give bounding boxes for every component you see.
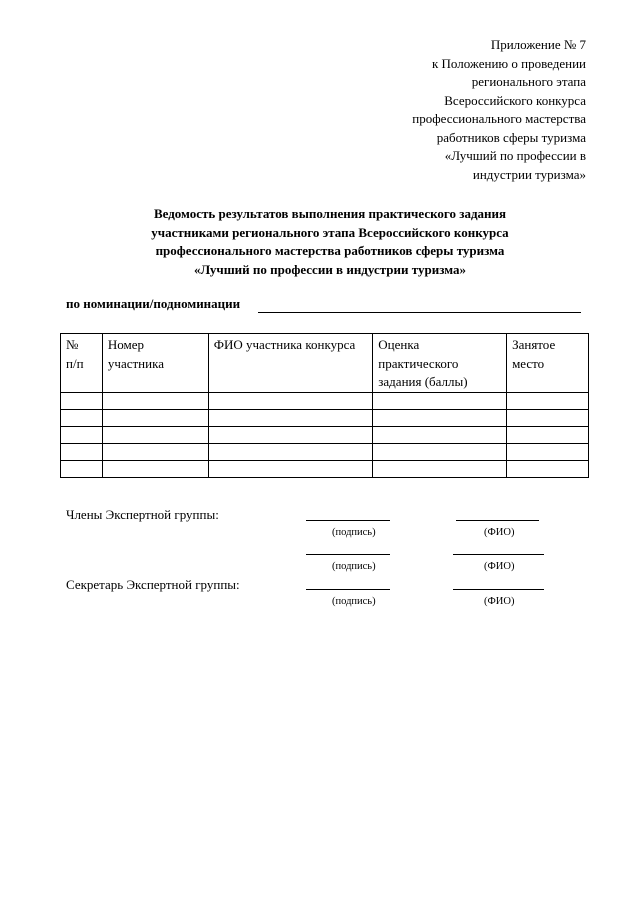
title-line: Ведомость результатов выполнения практического задания bbox=[153, 206, 507, 221]
signature-line bbox=[306, 589, 390, 590]
signature-caption: (подпись) bbox=[332, 596, 376, 607]
header-cell-score: Оценка практического задания (баллы) bbox=[373, 334, 507, 393]
header-cell-number: № п/п bbox=[61, 334, 103, 393]
name-line bbox=[453, 589, 544, 590]
appendix-line: Приложение № 7 bbox=[490, 37, 586, 52]
title-line: участниками регионального этапа Всероссийского конкурса bbox=[151, 224, 509, 240]
name-caption: (ФИО) bbox=[484, 527, 515, 538]
appendix-line: к Положению о проведении bbox=[431, 55, 586, 71]
appendix-line: «Лучший по профессии в bbox=[444, 148, 586, 163]
appendix-line: профессионального мастерства bbox=[412, 111, 586, 126]
name-caption: (ФИО) bbox=[484, 561, 515, 572]
members-label: Члены Экспертной группы: bbox=[66, 507, 219, 522]
signature-line bbox=[306, 520, 390, 521]
appendix-line: индустрии туризма» bbox=[472, 166, 586, 182]
signature-line bbox=[306, 554, 390, 555]
secretary-label: Секретарь Экспертной группы: bbox=[66, 577, 240, 592]
signature-caption: (подпись) bbox=[332, 561, 376, 572]
name-caption: (ФИО) bbox=[484, 596, 515, 607]
appendix-line: работников сферы туризма bbox=[436, 129, 586, 145]
name-line bbox=[456, 520, 539, 521]
nomination-label: по номинации/подноминации bbox=[66, 296, 241, 311]
appendix-line: Всероссийского конкурса bbox=[444, 92, 586, 108]
appendix-line: регионального этапа bbox=[471, 74, 586, 89]
signature-caption: (подпись) bbox=[332, 527, 376, 538]
header-cell-place: Занятое место bbox=[507, 334, 589, 393]
title-line: «Лучший по профессии в индустрии туризма» bbox=[194, 261, 466, 277]
title-line: профессионального мастерства работников сферы туризма bbox=[155, 243, 505, 258]
header-cell-participant-name: ФИО участника конкурса bbox=[208, 334, 373, 393]
header-cell-participant-number: Номер участника bbox=[102, 334, 208, 393]
name-line bbox=[453, 554, 544, 555]
